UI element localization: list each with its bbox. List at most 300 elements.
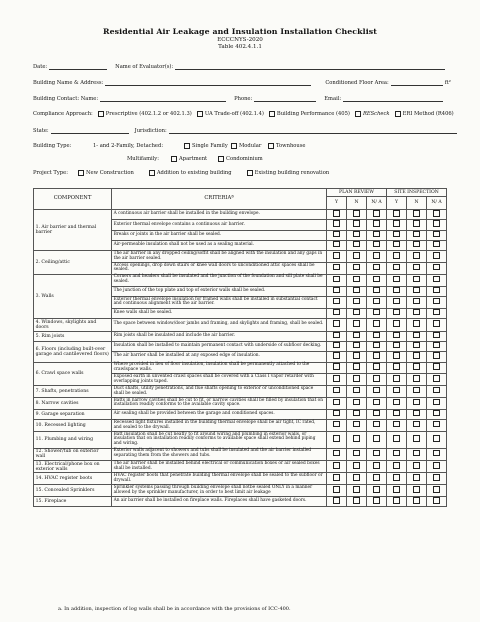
checkbox[interactable] — [433, 332, 440, 339]
checkbox[interactable] — [373, 210, 380, 217]
checkbox[interactable] — [433, 375, 440, 382]
checkbox[interactable] — [413, 231, 420, 238]
checkbox[interactable] — [373, 352, 380, 359]
checkbox[interactable] — [433, 486, 440, 493]
table-row — [34, 473, 447, 485]
state-field[interactable] — [51, 127, 129, 134]
table-row — [34, 485, 447, 497]
checkbox-cell — [427, 251, 447, 263]
checkbox[interactable] — [433, 474, 440, 481]
checkbox-cell — [427, 230, 447, 240]
checkbox[interactable] — [433, 210, 440, 217]
na-header: N/ A — [367, 197, 387, 210]
contact-name-field[interactable] — [100, 95, 226, 102]
checkbox[interactable] — [353, 450, 360, 457]
checkbox[interactable] — [333, 276, 340, 283]
checkbox[interactable] — [373, 450, 380, 457]
checkbox[interactable] — [433, 287, 440, 294]
checkbox[interactable] — [393, 264, 400, 271]
checkbox-cell — [327, 263, 347, 275]
checkbox[interactable] — [333, 264, 340, 271]
checkbox[interactable] — [373, 320, 380, 327]
checkbox[interactable] — [393, 252, 400, 259]
checkbox-cell — [327, 274, 347, 286]
checkbox-cell — [387, 251, 407, 263]
table-row — [34, 274, 447, 286]
table-row — [34, 210, 447, 220]
checkbox-cell — [367, 263, 387, 275]
checkbox[interactable] — [393, 497, 400, 504]
checkbox[interactable] — [393, 220, 400, 227]
checkbox[interactable] — [413, 252, 420, 259]
criteria-cell: Where provided in lieu of floor insulation, insulation shall be permanently attached to the crawlspace walls. — [112, 362, 327, 374]
checkbox-cell — [367, 341, 387, 351]
checkbox-cell — [327, 286, 347, 296]
checkbox[interactable] — [333, 462, 340, 469]
checkbox[interactable] — [433, 231, 440, 238]
detached-label: 1- and 2-Family, Detached: — [93, 143, 164, 149]
checkbox-cell — [347, 308, 367, 318]
checkbox[interactable] — [197, 111, 203, 117]
jurisdiction-field[interactable] — [169, 127, 457, 134]
checkbox-cell — [327, 319, 347, 331]
checkbox[interactable] — [433, 363, 440, 370]
compliance-option: Building Performance (405) — [276, 111, 350, 117]
checkbox[interactable] — [413, 462, 420, 469]
criteria-cell: Access openings, drop down stairs or knee wall doors to unconditioned attic spaces shall be sealed. — [112, 263, 327, 275]
checkbox-cell — [407, 210, 427, 220]
checkbox[interactable] — [333, 332, 340, 339]
checkbox[interactable] — [353, 375, 360, 382]
checkbox-cell — [367, 274, 387, 286]
checkbox[interactable] — [353, 474, 360, 481]
checkbox[interactable] — [393, 342, 400, 349]
evaluator-label: Name of Evaluator(s): — [115, 64, 174, 70]
checkbox[interactable] — [353, 276, 360, 283]
checkbox[interactable] — [393, 320, 400, 327]
checkbox-cell — [407, 448, 427, 460]
checkbox[interactable] — [353, 241, 360, 248]
table-row — [34, 461, 447, 473]
floor-area-field[interactable] — [391, 79, 443, 86]
checkbox-cell — [387, 431, 407, 448]
checkbox-cell — [407, 341, 427, 351]
checkbox[interactable] — [413, 450, 420, 457]
checkbox-cell — [387, 319, 407, 331]
checkbox[interactable] — [353, 497, 360, 504]
checkbox-cell — [407, 374, 427, 386]
checkbox[interactable] — [393, 375, 400, 382]
checkbox-cell — [367, 210, 387, 220]
checkbox[interactable] — [433, 352, 440, 359]
checkbox[interactable] — [333, 241, 340, 248]
checkbox[interactable] — [413, 332, 420, 339]
checkbox[interactable] — [353, 210, 360, 217]
checkbox[interactable] — [373, 462, 380, 469]
checkbox[interactable] — [413, 399, 420, 406]
checkbox-cell — [387, 497, 407, 507]
checkbox-cell — [387, 485, 407, 497]
checkbox[interactable] — [373, 363, 380, 370]
checkbox-cell — [407, 485, 427, 497]
checkbox[interactable] — [353, 342, 360, 349]
checkbox-cell — [427, 448, 447, 460]
checkbox[interactable] — [373, 486, 380, 493]
checkbox[interactable] — [413, 264, 420, 271]
checkbox[interactable] — [149, 170, 155, 176]
checkbox[interactable] — [333, 375, 340, 382]
checkbox-cell — [347, 409, 367, 419]
checkbox[interactable] — [373, 399, 380, 406]
checkbox[interactable] — [393, 231, 400, 238]
checkbox-cell — [427, 297, 447, 309]
checkbox[interactable] — [231, 143, 237, 149]
checkbox[interactable] — [395, 111, 401, 117]
building-field[interactable] — [105, 79, 311, 86]
checkbox[interactable] — [373, 332, 380, 339]
checkbox[interactable] — [393, 363, 400, 370]
checkbox[interactable] — [413, 435, 420, 442]
checkbox[interactable] — [333, 399, 340, 406]
checkbox-cell — [427, 220, 447, 230]
checkbox[interactable] — [393, 241, 400, 248]
checkbox-cell — [427, 374, 447, 386]
checkbox[interactable] — [333, 486, 340, 493]
checkbox-cell — [407, 230, 427, 240]
checkbox[interactable] — [353, 287, 360, 294]
criteria-cell: Breaks or joints in the air barrier shall be sealed. — [112, 230, 327, 240]
checkbox-cell — [327, 362, 347, 374]
checkbox[interactable] — [353, 421, 360, 428]
checkbox-cell — [387, 461, 407, 473]
checkbox[interactable] — [218, 156, 224, 162]
checkbox-cell — [327, 240, 347, 250]
checkbox[interactable] — [413, 241, 420, 248]
checkbox-cell — [407, 331, 427, 341]
checkbox-cell — [387, 274, 407, 286]
compliance-row — [33, 111, 454, 117]
checkbox[interactable] — [393, 399, 400, 406]
checkbox-cell — [367, 352, 387, 362]
evaluator-field[interactable] — [175, 63, 445, 70]
checkbox-cell — [347, 331, 367, 341]
checkbox[interactable] — [413, 410, 420, 417]
checkbox[interactable] — [433, 252, 440, 259]
checkbox[interactable] — [433, 264, 440, 271]
checkbox[interactable] — [433, 462, 440, 469]
checkbox[interactable] — [333, 309, 340, 316]
building-type-option: Modular — [239, 143, 262, 149]
phone-label: Phone: — [234, 96, 253, 102]
checkbox[interactable] — [353, 332, 360, 339]
checkbox[interactable] — [373, 410, 380, 417]
checkbox[interactable] — [413, 375, 420, 382]
checkbox[interactable] — [353, 264, 360, 271]
checkbox[interactable] — [413, 342, 420, 349]
checkbox[interactable] — [433, 276, 440, 283]
checkbox[interactable] — [373, 474, 380, 481]
date-label: Date: — [33, 64, 48, 70]
building-type-option: Townhouse — [276, 143, 306, 149]
checkbox-cell — [427, 386, 447, 398]
checkbox[interactable] — [393, 309, 400, 316]
checkbox[interactable] — [78, 170, 84, 176]
checkbox[interactable] — [373, 252, 380, 259]
checkbox-cell — [347, 448, 367, 460]
checkbox[interactable] — [333, 252, 340, 259]
checkbox[interactable] — [433, 450, 440, 457]
checkbox-cell — [327, 308, 347, 318]
checkbox-cell — [367, 461, 387, 473]
no-header: N — [347, 197, 367, 210]
component-cell: 3. Walls — [34, 274, 112, 318]
checkbox[interactable] — [355, 111, 361, 117]
checkbox[interactable] — [373, 387, 380, 394]
checkbox[interactable] — [373, 264, 380, 271]
building-type-option: Single Family — [192, 143, 228, 149]
checkbox[interactable] — [433, 342, 440, 349]
checkbox[interactable] — [433, 387, 440, 394]
checkbox-cell — [327, 341, 347, 351]
criteria-cell: The air barrier shall be installed at any exposed edge of insulation. — [112, 352, 327, 362]
checkbox[interactable] — [269, 111, 275, 117]
checkbox-cell — [327, 374, 347, 386]
project-option: New Construction — [86, 170, 134, 176]
checkbox[interactable] — [353, 410, 360, 417]
checkbox[interactable] — [353, 252, 360, 259]
checkbox[interactable] — [373, 287, 380, 294]
checkbox-cell — [327, 448, 347, 460]
checkbox[interactable] — [333, 363, 340, 370]
checkbox-cell — [367, 220, 387, 230]
checkbox[interactable] — [373, 276, 380, 283]
checkbox-cell — [407, 352, 427, 362]
checkbox[interactable] — [333, 450, 340, 457]
checkbox[interactable] — [373, 421, 380, 428]
checkbox[interactable] — [333, 435, 340, 442]
checkbox[interactable] — [433, 435, 440, 442]
criteria-cell: The air barrier shall be installed behind electrical or communication boxes or air sealed boxes shall be installed. — [112, 461, 327, 473]
checkbox-cell — [367, 485, 387, 497]
checkbox[interactable] — [433, 421, 440, 428]
checkbox[interactable] — [413, 309, 420, 316]
checkbox[interactable] — [393, 287, 400, 294]
checkbox-cell — [347, 473, 367, 485]
checkbox-cell — [367, 448, 387, 460]
checkbox[interactable] — [333, 421, 340, 428]
checkbox[interactable] — [413, 220, 420, 227]
checkbox[interactable] — [413, 298, 420, 305]
checkbox[interactable] — [333, 320, 340, 327]
checkbox[interactable] — [413, 497, 420, 504]
checkbox[interactable] — [393, 210, 400, 217]
checkbox[interactable] — [333, 298, 340, 305]
table-row — [34, 341, 447, 351]
checkbox[interactable] — [184, 143, 190, 149]
checkbox[interactable] — [413, 363, 420, 370]
checkbox[interactable] — [393, 332, 400, 339]
checkbox[interactable] — [333, 220, 340, 227]
table-row — [34, 251, 447, 263]
checkbox-cell — [367, 331, 387, 341]
checkbox[interactable] — [393, 450, 400, 457]
table-row — [34, 420, 447, 432]
compliance-option: ERI Method (R406) — [402, 111, 454, 117]
checkbox[interactable] — [333, 497, 340, 504]
checkbox-cell — [347, 220, 367, 230]
checkbox[interactable] — [393, 410, 400, 417]
checkbox-cell — [427, 362, 447, 374]
checkbox[interactable] — [413, 320, 420, 327]
component-cell: 11. Plumbing and wiring — [34, 431, 112, 448]
checkbox[interactable] — [393, 435, 400, 442]
checkbox-cell — [367, 251, 387, 263]
checkbox[interactable] — [373, 241, 380, 248]
checkbox-cell — [387, 374, 407, 386]
jurisdiction-label: Jurisdiction: — [134, 128, 167, 134]
checkbox[interactable] — [433, 497, 440, 504]
phone-field[interactable] — [254, 95, 316, 102]
checkbox[interactable] — [393, 474, 400, 481]
checkbox[interactable] — [373, 231, 380, 238]
checkbox[interactable] — [413, 421, 420, 428]
checkbox[interactable] — [413, 287, 420, 294]
checkbox[interactable] — [373, 342, 380, 349]
criteria-cell: Corners and headers shall be insulated and the junction of the foundation and sill plate shall be sealed. — [112, 274, 327, 286]
checkbox[interactable] — [393, 421, 400, 428]
checkbox[interactable] — [353, 298, 360, 305]
checkbox-cell — [427, 308, 447, 318]
criteria-cell: Duct shafts, utility penetrations, and flue shafts opening to exterior or unconditioned space shall be sealed. — [112, 386, 327, 398]
checkbox[interactable] — [413, 387, 420, 394]
checkbox[interactable] — [353, 309, 360, 316]
checkbox[interactable] — [333, 342, 340, 349]
checkbox[interactable] — [393, 298, 400, 305]
checkbox-cell — [327, 352, 347, 362]
checkbox-cell — [367, 308, 387, 318]
checkbox-cell — [367, 386, 387, 398]
checkbox[interactable] — [333, 352, 340, 359]
checkbox[interactable] — [433, 241, 440, 248]
checkbox-cell — [387, 420, 407, 432]
checkbox[interactable] — [353, 231, 360, 238]
checkbox[interactable] — [393, 387, 400, 394]
checkbox[interactable] — [333, 231, 340, 238]
checkbox[interactable] — [393, 486, 400, 493]
checkbox-cell — [407, 473, 427, 485]
checkbox-cell — [327, 431, 347, 448]
checkbox-cell — [347, 297, 367, 309]
checkbox[interactable] — [333, 387, 340, 394]
checkbox[interactable] — [333, 474, 340, 481]
date-field[interactable] — [49, 63, 107, 70]
checkbox[interactable] — [373, 375, 380, 382]
checkbox-cell — [347, 352, 367, 362]
checkbox[interactable] — [373, 497, 380, 504]
checkbox[interactable] — [353, 352, 360, 359]
checkbox[interactable] — [413, 276, 420, 283]
checkbox[interactable] — [333, 287, 340, 294]
checkbox[interactable] — [413, 210, 420, 217]
checkbox[interactable] — [433, 298, 440, 305]
checkbox[interactable] — [393, 276, 400, 283]
checkbox-cell — [407, 362, 427, 374]
checkbox-cell — [367, 497, 387, 507]
checkbox-cell — [427, 497, 447, 507]
checkbox[interactable] — [373, 435, 380, 442]
checkbox[interactable] — [353, 486, 360, 493]
email-field[interactable] — [343, 95, 443, 102]
checkbox[interactable] — [353, 399, 360, 406]
checkbox[interactable] — [393, 352, 400, 359]
checkbox-cell — [427, 473, 447, 485]
checkbox-cell — [407, 461, 427, 473]
state-label: State: — [33, 128, 49, 134]
checkbox-cell — [347, 497, 367, 507]
checkbox-cell — [367, 230, 387, 240]
checkbox[interactable] — [373, 298, 380, 305]
checkbox-cell — [347, 397, 367, 409]
checkbox[interactable] — [353, 387, 360, 394]
checkbox[interactable] — [353, 363, 360, 370]
compliance-option: Prescriptive (402.1.2 or 402.1.3) — [105, 111, 192, 117]
checkbox-cell — [327, 485, 347, 497]
email-label: Email: — [324, 96, 342, 102]
checkbox[interactable] — [353, 220, 360, 227]
checkbox[interactable] — [433, 309, 440, 316]
checkbox[interactable] — [268, 143, 274, 149]
checkbox[interactable] — [333, 210, 340, 217]
checkbox[interactable] — [413, 352, 420, 359]
criteria-cell: Exposed earth in unvented crawl spaces shall be covered with a Class I vapor retarder with overlapping joints taped. — [112, 374, 327, 386]
checkbox[interactable] — [333, 410, 340, 417]
checkbox[interactable] — [171, 156, 177, 162]
checkbox[interactable] — [393, 462, 400, 469]
checkbox-cell — [427, 409, 447, 419]
checkbox-cell — [407, 386, 427, 398]
checkbox[interactable] — [247, 170, 253, 176]
checkbox[interactable] — [413, 486, 420, 493]
checkbox-cell — [407, 397, 427, 409]
component-cell: 8. Narrow cavities — [34, 397, 112, 409]
state-row — [33, 127, 457, 134]
checkbox-cell — [347, 431, 367, 448]
footnote: a. In addition, inspection of log walls shall be in accordance with the provisions of ICC-400. — [58, 606, 291, 612]
table-row — [34, 386, 447, 398]
checkbox-cell — [347, 341, 367, 351]
component-header: COMPONENT — [34, 189, 112, 210]
checkbox[interactable] — [98, 111, 104, 117]
checkbox[interactable] — [353, 435, 360, 442]
checkbox[interactable] — [433, 320, 440, 327]
checkbox-cell — [367, 409, 387, 419]
checkbox-cell — [387, 210, 407, 220]
checkbox[interactable] — [433, 220, 440, 227]
checkbox-cell — [427, 420, 447, 432]
checkbox[interactable] — [433, 399, 440, 406]
checkbox[interactable] — [433, 410, 440, 417]
checkbox-cell — [387, 409, 407, 419]
checkbox[interactable] — [353, 462, 360, 469]
checkbox[interactable] — [373, 220, 380, 227]
component-cell: 12. Shower/tub on exterior wall — [34, 448, 112, 460]
checkbox-cell — [367, 473, 387, 485]
checkbox[interactable] — [373, 309, 380, 316]
document-title: Residential Air Leakage and Insulation Installation Checklist — [103, 27, 377, 36]
checkbox[interactable] — [413, 474, 420, 481]
checkbox[interactable] — [353, 320, 360, 327]
checkbox-cell — [347, 230, 367, 240]
